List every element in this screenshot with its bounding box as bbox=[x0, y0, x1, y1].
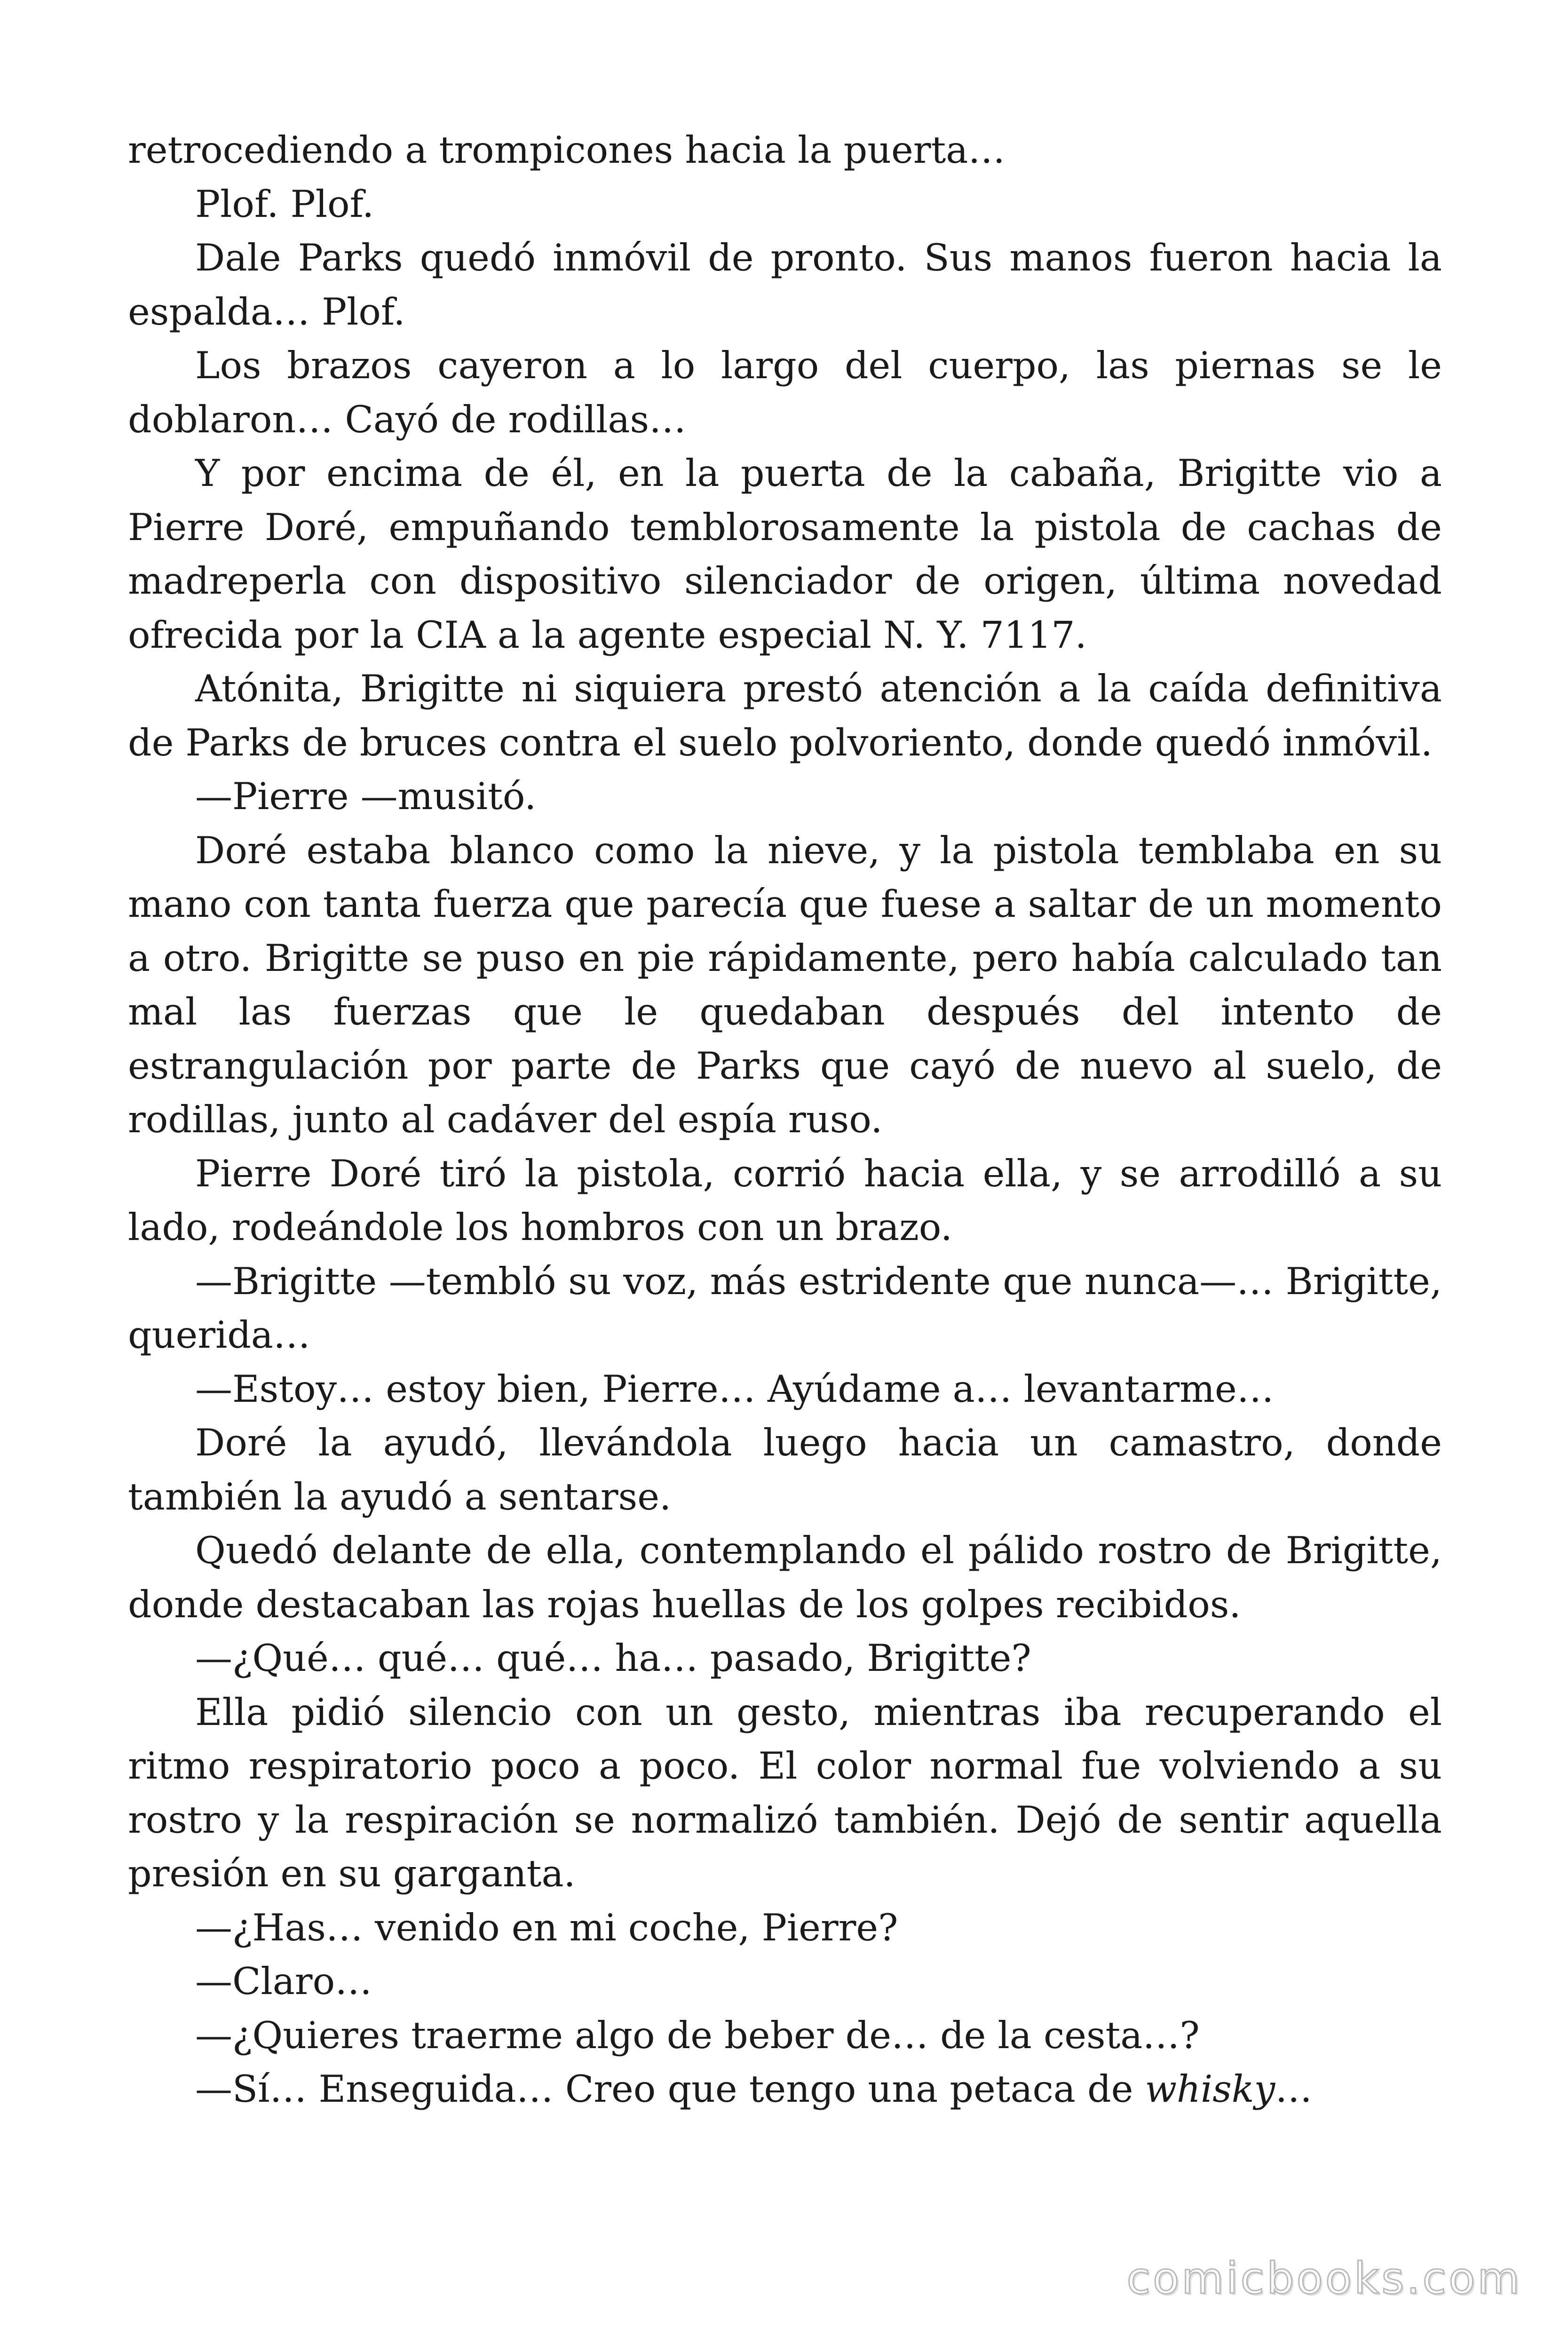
paragraph-last-text: —Sí… Enseguida… Creo que tengo una petaca de bbox=[195, 2067, 1145, 2111]
paragraph: Plof. Plof. bbox=[195, 182, 374, 226]
watermark: comicbooks.com bbox=[1126, 2253, 1522, 2304]
paragraph: Quedó delante de ella, contemplando el pálido rostro de Brigitte, donde destacaban las rojas huellas de los golpes recibidos. bbox=[128, 1529, 1442, 1626]
paragraph: Doré estaba blanco como la nieve, y la pistola temblaba en su mano con tanta fuerza que parecía que fuese a saltar de un momento a otro. Brigitte se puso en pie rápidamente, pero había calculado tan mal las fuerzas que le quedaban después del intento de estrangulación por parte de Parks que cayó de nuevo al suelo, de rodillas, junto al cadáver del espía ruso. bbox=[128, 828, 1442, 1141]
paragraph: Los brazos cayeron a lo largo del cuerpo, las piernas se le doblaron… Cayó de rodillas… bbox=[128, 344, 1442, 441]
paragraph: Atónita, Brigitte ni siquiera prestó atención a la caída definitiva de Parks de bruces contra el suelo polvoriento, donde quedó inmóvil. bbox=[128, 667, 1442, 764]
paragraph: —Pierre —musitó. bbox=[195, 775, 537, 818]
paragraph: —¿Has… venido en mi coche, Pierre? bbox=[195, 1906, 898, 1949]
paragraph: —Brigitte —tembló su voz, más estridente que nunca—… Brigitte, querida… bbox=[128, 1259, 1442, 1357]
paragraph: —Claro… bbox=[195, 1960, 372, 2003]
paragraph-last-ellipsis: … bbox=[1275, 2067, 1313, 2111]
paragraph-last bbox=[128, 2062, 1442, 2116]
emphasis-word: whisky bbox=[1145, 2067, 1275, 2111]
paragraph: Ella pidió silencio con un gesto, mientras iba recuperando el ritmo respiratorio poco a poco. El color normal fue volviendo a su rostro y la respiración se normalizó también. Dejó de sentir aquella presión en su garganta. bbox=[128, 1690, 1442, 1895]
paragraph: —¿Quieres traerme algo de beber de… de la cesta…? bbox=[195, 2013, 1200, 2057]
paragraph: Y por encima de él, en la puerta de la cabaña, Brigitte vio a Pierre Doré, empuñando temblorosamente la pistola de cachas de madreperla con dispositivo silenciador de origen, última novedad ofrecida por la CIA a la agente especial N. Y. 7117. bbox=[128, 452, 1442, 657]
paragraph: retrocediendo a trompicones hacia la puerta… bbox=[128, 128, 1006, 172]
paragraph: Dale Parks quedó inmóvil de pronto. Sus manos fueron hacia la espalda… Plof. bbox=[128, 236, 1442, 334]
paragraph: —¿Qué… qué… qué… ha… pasado, Brigitte? bbox=[195, 1637, 1031, 1680]
paragraph: Pierre Doré tiró la pistola, corrió hacia ella, y se arrodilló a su lado, rodeándole los hombros con un brazo. bbox=[128, 1152, 1442, 1249]
paragraph: —Estoy… estoy bien, Pierre… Ayúdame a… levantarme… bbox=[195, 1367, 1274, 1411]
book-page-text bbox=[128, 123, 1442, 2116]
paragraph: Doré la ayudó, llevándola luego hacia un camastro, donde también la ayudó a sentarse. bbox=[128, 1421, 1442, 1518]
